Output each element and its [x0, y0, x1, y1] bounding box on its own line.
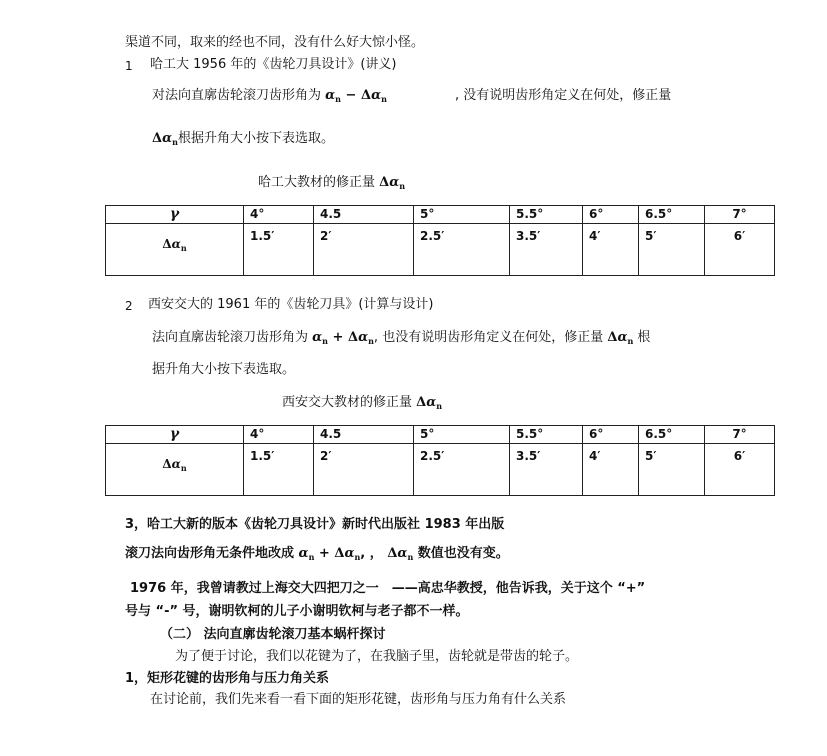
subscript-n: n: [627, 336, 634, 346]
formula-delta-alpha: [162, 457, 186, 471]
section-2-para-2: 据升角大小按下表选取。: [152, 362, 296, 377]
table-cell: 7°: [705, 426, 775, 444]
gamma-header-cell: [106, 426, 244, 444]
subscript-n: n: [399, 181, 406, 191]
delta-symbol: Δ: [162, 457, 172, 471]
delta-symbol: Δ: [334, 546, 345, 561]
gamma-header-cell: [106, 206, 244, 224]
section-1-para-1: [152, 87, 387, 108]
section-3-title: 3，哈工大新的版本《齿轮刀具设计》新时代出版社 1983 年出版: [125, 517, 505, 532]
table-cell: 4.5: [314, 426, 414, 444]
formula-delta-alpha: [607, 330, 633, 345]
subscript-n: n: [180, 243, 187, 253]
table-2-caption-text: 西安交大教材的修正量: [282, 395, 413, 410]
comma: ，: [369, 546, 383, 561]
alpha-symbol: α: [171, 457, 181, 471]
section-2-para-1: [152, 329, 650, 350]
alpha-symbol: α: [617, 330, 628, 345]
delta-symbol: Δ: [162, 237, 172, 251]
table-values-row: [106, 224, 775, 276]
table-cell: 5.5°: [510, 426, 583, 444]
para-1976-line-1: 1976 年，我曾请教过上海交大四把刀之一 ——高忠华教授，他告诉我，关于这个 “+”: [130, 581, 646, 596]
table-cell: 6.5°: [639, 206, 705, 224]
section-3-para-1: [125, 545, 509, 566]
subscript-n: n: [180, 463, 187, 473]
table-header-row: [106, 426, 775, 444]
table-2-caption: [282, 394, 442, 415]
table-cell: 5′: [639, 444, 705, 496]
subscript-n: n: [308, 552, 315, 562]
subscript-n: n: [407, 552, 414, 562]
table-cell: 5.5°: [510, 206, 583, 224]
table-cell: 4′: [583, 444, 639, 496]
section-two-heading: （二） 法向直廓齿轮滚刀基本蜗杆探讨: [160, 627, 386, 642]
table-cell: 6′: [705, 224, 775, 276]
section-2-para-1-end: 根: [637, 330, 651, 345]
subscript-n: n: [354, 552, 361, 562]
table-cell: 3.5′: [510, 444, 583, 496]
table-cell: 4′: [583, 224, 639, 276]
table-values-row: [106, 444, 775, 496]
table-cell: 5′: [639, 224, 705, 276]
table-cell: 2′: [314, 224, 414, 276]
subscript-n: n: [172, 137, 178, 147]
alpha-symbol: α: [358, 330, 369, 345]
section-two-para-2: 在讨论前，我们先来看一看下面的矩形花键，齿形角与压力角有什么关系: [150, 692, 567, 707]
delta-symbol: Δ: [387, 546, 398, 561]
alpha-symbol: α: [426, 395, 437, 410]
alpha-symbol: α: [298, 546, 309, 561]
section-1-para-2: [152, 130, 334, 151]
alpha-symbol: α: [389, 175, 400, 190]
alpha-symbol: α: [371, 88, 382, 103]
gamma-symbol: γ: [169, 426, 180, 442]
table-cell: 6′: [705, 444, 775, 496]
section-2-para-1-middle: 也没有说明齿形角定义在何处，修正量: [382, 330, 604, 345]
correction-table-1: [105, 205, 775, 276]
section-3-para-1-tail: 数值也没有变。: [417, 546, 509, 561]
alpha-symbol: α: [312, 330, 323, 345]
formula-alpha-plus-delta: [312, 330, 374, 345]
alpha-symbol: α: [171, 237, 181, 251]
table-cell: 6°: [583, 426, 639, 444]
table-cell: 3.5′: [510, 224, 583, 276]
table-cell: 7°: [705, 206, 775, 224]
subscript-n: n: [381, 94, 387, 104]
correction-table-2: [105, 425, 775, 496]
delta-symbol: Δ: [360, 88, 372, 103]
subscript-n: n: [322, 336, 328, 346]
plus-sign: +: [318, 546, 330, 561]
section-1-para-1-tail: [455, 87, 671, 105]
formula-delta-alpha: [387, 546, 413, 561]
alpha-symbol: α: [344, 546, 355, 561]
formula-delta-alpha: [152, 131, 178, 146]
delta-symbol: Δ: [607, 330, 618, 345]
table-cell: 2.5′: [414, 444, 510, 496]
section-1-para-1-lead: 对法向直廓齿轮滚刀齿形角为: [152, 88, 322, 103]
section-1-number: 1: [125, 59, 133, 73]
formula-alpha-minus-delta: [325, 88, 387, 103]
formula-delta-alpha: [379, 175, 405, 190]
minus-sign: −: [345, 88, 357, 103]
section-2-title: 西安交大的 1961 年的《齿轮刀具》(计算与设计): [148, 297, 434, 312]
table-cell: 6.5°: [639, 426, 705, 444]
section-1-para-1-tail-text: 没有说明齿形角定义在何处，修正量: [463, 88, 672, 103]
comma: ,: [455, 88, 460, 103]
gamma-symbol: γ: [169, 206, 180, 222]
table-cell: 2′: [314, 444, 414, 496]
delta-symbol: Δ: [416, 395, 427, 410]
table-cell: 2.5′: [414, 224, 510, 276]
table-cell: 6°: [583, 206, 639, 224]
table-cell: 4°: [244, 426, 314, 444]
delta-alpha-row-label: [106, 444, 244, 496]
section-1-title: 哈工大 1956 年的《齿轮刀具设计》(讲义): [150, 57, 397, 72]
section-two-para-1: 为了便于讨论，我们以花键为了，在我脑子里，齿轮就是带齿的轮子。: [175, 649, 579, 664]
table-header-row: [106, 206, 775, 224]
para-1976-line-2: 号与 “-” 号，谢明钦柯的儿子小谢明钦柯与老子都不一样。: [125, 604, 469, 619]
alpha-symbol: α: [162, 131, 173, 146]
formula-alpha-plus-delta: [299, 546, 361, 561]
table-cell: 1.5′: [244, 224, 314, 276]
delta-symbol: Δ: [347, 330, 359, 345]
delta-symbol: Δ: [152, 131, 163, 146]
alpha-symbol: α: [325, 88, 336, 103]
comma: ,: [360, 546, 366, 561]
subscript-n: n: [368, 336, 374, 346]
table-cell: 4.5: [314, 206, 414, 224]
table-cell: 5°: [414, 206, 510, 224]
delta-symbol: Δ: [379, 175, 390, 190]
table-cell: 4°: [244, 206, 314, 224]
formula-delta-alpha: [162, 237, 186, 251]
alpha-symbol: α: [397, 546, 408, 561]
table-cell: 1.5′: [244, 444, 314, 496]
table-cell: 5°: [414, 426, 510, 444]
section-two-subheading-1: 1，矩形花键的齿形角与压力角关系: [125, 671, 330, 686]
comma: ,: [373, 330, 379, 345]
section-2-number: 2: [125, 299, 133, 313]
section-1-para-2-text: 根据升角大小按下表选取。: [177, 131, 334, 146]
formula-delta-alpha: [416, 395, 442, 410]
delta-alpha-row-label: [106, 224, 244, 276]
intro-text: 渠道不同，取来的经也不同，没有什么好大惊小怪。: [125, 35, 425, 50]
subscript-n: n: [335, 94, 341, 104]
section-2-para-1-lead: 法向直廓齿轮滚刀齿形角为: [152, 330, 309, 345]
plus-sign: +: [332, 330, 344, 345]
subscript-n: n: [436, 401, 443, 411]
table-1-caption-text: 哈工大教材的修正量: [258, 175, 376, 190]
table-1-caption: [258, 174, 405, 195]
section-3-para-1-lead: 滚刀法向齿形角无条件地改成: [125, 546, 295, 561]
